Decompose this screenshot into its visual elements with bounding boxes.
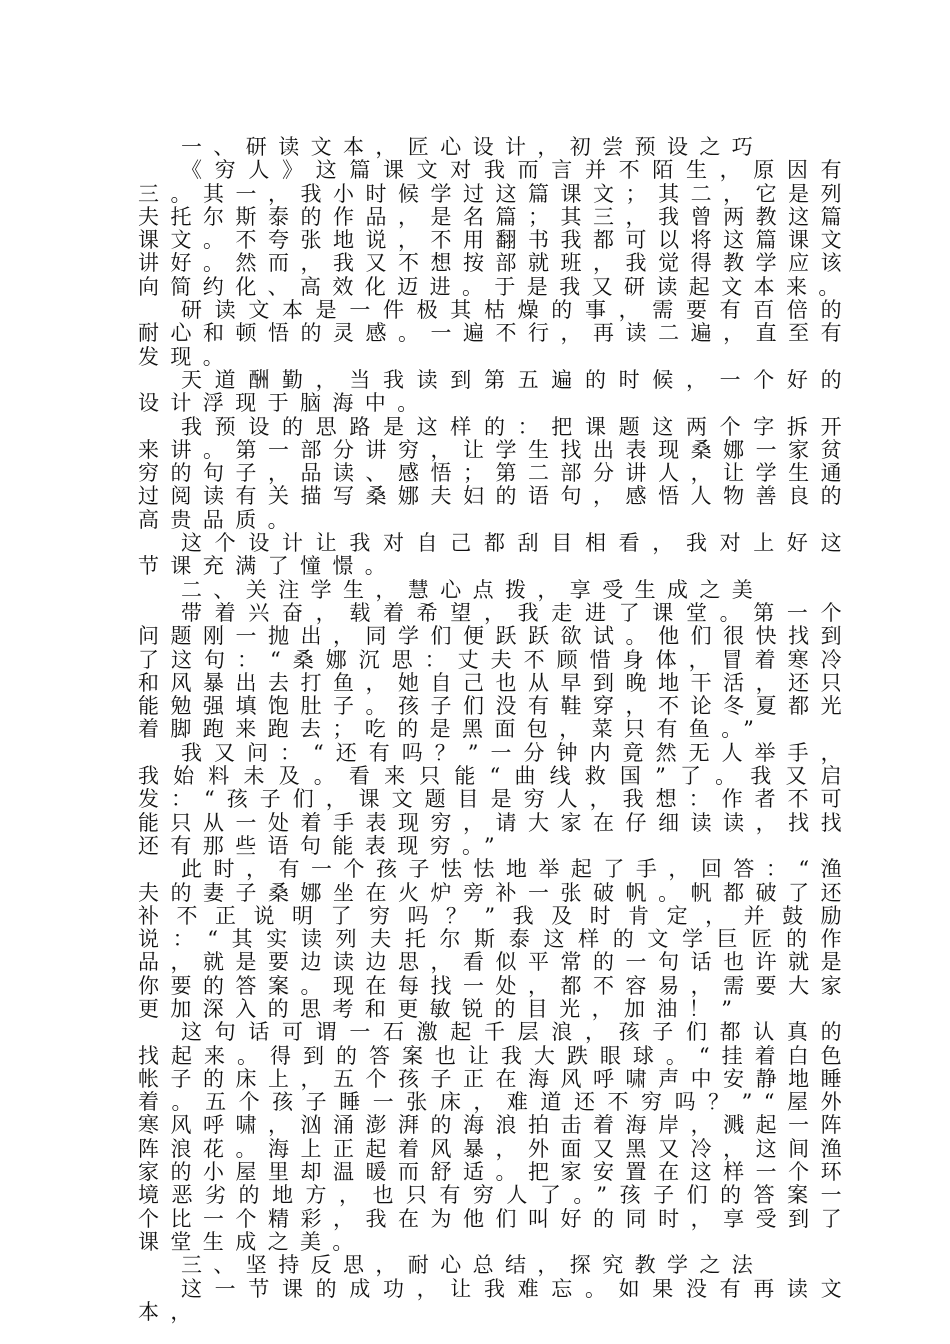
section-heading-1: 一、研读文本，匠心设计，初尝预设之巧 [181,135,765,159]
paragraph: 我预设的思路是这样的：把课题这两个字拆开来讲。第一部分讲穷，让学生找出表现桑娜一家贫穷的句子，品读、感悟；第二部分讲人，让学生通过阅读有关描写桑娜夫妇的语句，感悟人物善良的高贵品质。 [138,414,853,532]
section-heading-3: 三、坚持反思，耐心总结，探究教学之法 [181,1253,765,1278]
paragraph: 这句话可谓一石激起千层浪，孩子们都认真的找起来。得到的答案也让我大跌眼球。“挂着白色帐子的床上，五个孩子正在海风呼啸声中安静地睡着。五个孩子睡一张床，难道还不穷吗？”“屋外寒风呼啸，汹涌澎湃的海浪拍击着海岸，溅起一阵阵浪花。海上正起着风暴，外面又黑又冷，这间渔家的小屋里却温暖而舒适。把家安置在这样一个环境恶劣的地方，也只有穷人了。”孩子们的答案一个比一个精彩，我在为他们叫好的同时，享受到了课堂生成之美。 [138,1020,853,1254]
paragraph: 此时，有一个孩子怯怯地举起了手，回答：“渔夫的妻子桑娜坐在火炉旁补一张破帆。帆都破了还补不正说明了穷吗？”我及时肯定，并鼓励说：“其实读列夫托尔斯泰这样的文学巨匠的作品，就是要边读边思，看似平常的一句话也许就是你要的答案。现在每找一处，都不容易，需要大家更加深入的思考和更敏锐的目光，加油！” [138,857,853,1021]
paragraph: 这个设计让我对自己都刮目相看，我对上好这节课充满了憧憬。 [138,531,853,579]
paragraph: 《穷人》这篇课文对我而言并不陌生，原因有三。其一，我小时候学过这篇课文；其二，它是列夫托尔斯泰的作品，是名篇；其三，我曾两教这篇课文。不夸张地说，不用翻书我都可以将这篇课文讲好。然而，我又不想按部就班，我觉得教学应该向简约化、高效化迈进。于是我又研读起文本来。 [138,158,853,299]
paragraph: 带着兴奋，载着希望，我走进了课堂。第一个问题刚一抛出，同学们便跃跃欲试。他们很快找到了这句：“桑娜沉思：丈夫不顾惜身体，冒着寒冷和风暴出去打鱼，她自己也从早到晚地干活，还只能勉强填饱肚子。孩子们没有鞋穿，不论冬夏都光着脚跑来跑去；吃的是黑面包，菜只有鱼。” [138,600,853,742]
document-page [138,136,853,1324]
section-heading-2: 二、关注学生，慧心点拨，享受生成之美 [181,577,765,602]
paragraph: 我又问：“还有吗？”一分钟内竟然无人举手，我始料未及。看来只能“曲线救国”了。我又启发：“孩子们，课文题目是穷人，我想：作者不可能只从一处着手表现穷，请大家在仔细读读，找找还有那些语句能表现穷。” [138,740,853,858]
paragraph: 天道酬勤，当我读到第五遍的时候，一个好的设计浮现于脑海中。 [138,367,853,416]
paragraph: 研读文本是一件极其枯燥的事，需要有百倍的耐心和顿悟的灵感。一遍不行，再读二遍，直至有发现。 [138,298,853,369]
paragraph: 这一节课的成功，让我难忘。如果没有再读文本， [138,1276,853,1324]
